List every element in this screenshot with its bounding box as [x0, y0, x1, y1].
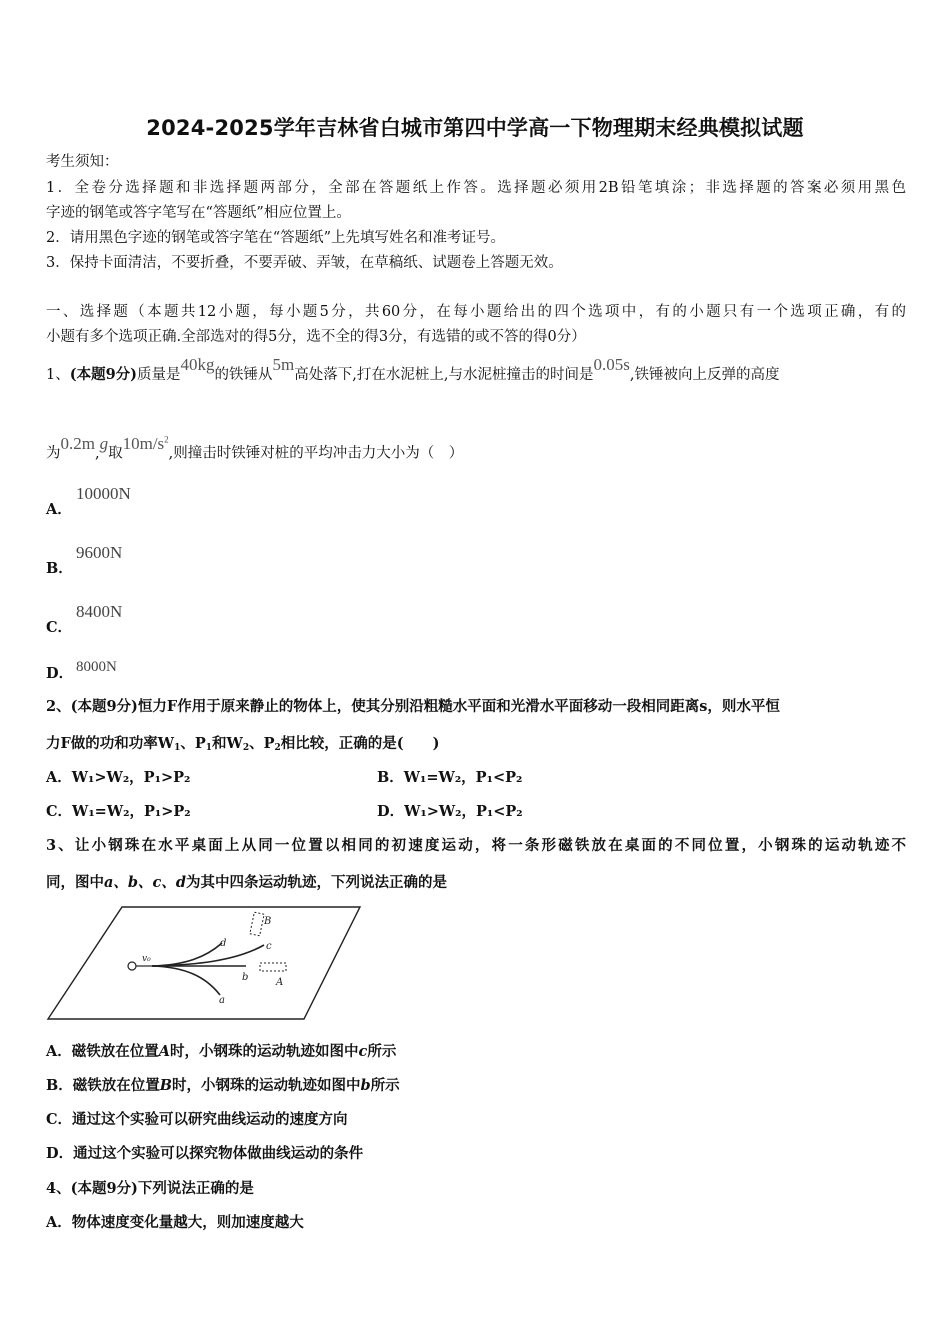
question-1-text: 质量是: [137, 367, 181, 383]
trajectory-a: [152, 966, 220, 995]
option-label: A．: [46, 1043, 72, 1060]
label-magnet-b: B: [264, 916, 272, 927]
question-2-stem-line-1: [46, 697, 780, 717]
option-label: B．: [377, 769, 404, 786]
question-1-option-b-label: B．: [46, 560, 73, 577]
option-text: W₁=W₂，P₁>P₂: [72, 803, 191, 820]
option-text: W₁>W₂，P₁<P₂: [404, 803, 523, 820]
question-1-option-b-value: 9600N: [76, 543, 123, 562]
question-3-stem-line-1: 3、让小钢珠在水平桌面上从同一位置以相同的初速度运动，将一条形磁铁放在桌面的不同位置，小钢珠的运动轨迹不: [46, 837, 906, 854]
option-text: W₁=W₂，P₁<P₂: [403, 769, 523, 786]
option-text: 所示: [367, 1043, 397, 1060]
option-text: 时，小钢珠的运动轨迹如图中: [172, 1077, 361, 1094]
question-2-text: 、P: [249, 735, 275, 752]
question-3-option-d: [46, 1144, 363, 1164]
question-2-option-d: [377, 802, 523, 822]
question-1-stem-line-2: [46, 433, 464, 464]
label-c: c: [266, 941, 272, 952]
question-3-text: 为其中四条运动轨迹，下列说法正确的是: [186, 874, 448, 891]
question-2-number: 2、: [46, 698, 71, 715]
option-text: 所示: [370, 1077, 400, 1094]
label-a: a: [219, 995, 225, 1006]
question-2-text: 、P: [180, 735, 206, 752]
label-b: b: [242, 972, 249, 983]
question-3-trajectory-letters: a、b、c、d: [104, 874, 187, 891]
page-title: 2024-2025学年吉林省白城市第四中学高一下物理期末经典模拟试题: [146, 116, 804, 140]
label-magnet-a: A: [276, 977, 284, 988]
question-1-option-d-label: D．: [46, 665, 74, 682]
question-4-stem: [46, 1179, 254, 1199]
question-2-stem-line-2: [46, 734, 439, 758]
option-label: C．: [46, 803, 73, 820]
notice-item-1-line-2: 字迹的钢笔或答字笔写在“答题纸”相应位置上。: [46, 205, 351, 221]
math-g-value-base: 10m/s: [122, 433, 165, 453]
question-3-option-c: [46, 1110, 348, 1130]
subscript: 2: [242, 743, 250, 753]
question-1-text: ,铁锤被向上反弹的高度: [629, 367, 780, 383]
question-1-text: 的铁锤从: [214, 367, 273, 383]
question-1-option-a-value: 10000N: [76, 484, 131, 503]
question-3-option-a: [46, 1042, 396, 1062]
option-label: B．: [46, 1077, 73, 1094]
magnet-position-b: [250, 912, 264, 936]
option-text: B: [159, 1077, 173, 1094]
subscript: 2: [274, 743, 281, 753]
option-text: A: [158, 1043, 171, 1060]
option-label: D．: [46, 1145, 74, 1162]
math-time: 0.05s: [593, 355, 630, 374]
question-2-text: 相比较，正确的是( ): [280, 735, 440, 752]
question-1-number: 1、: [46, 367, 70, 383]
question-1-stem-line-1: [46, 355, 780, 385]
notice-item-2: 2．请用黑色字迹的钢笔或答字笔在“答题纸”上先填写姓名和准考证号。: [46, 230, 506, 246]
question-4-text: (本题9分)下列说法正确的是: [70, 1180, 254, 1197]
question-1-text: 取: [108, 445, 123, 462]
option-label: C．: [46, 1111, 73, 1128]
math-g-value-exponent: 2: [164, 434, 169, 444]
question-4-option-a: [46, 1213, 304, 1233]
question-2-option-c: [46, 802, 191, 822]
section-1-instructions-line-2: 小题有多个选项正确.全部选对的得5分，选不全的得3分，有选错的或不答的得0分）: [46, 329, 586, 345]
option-label: D．: [377, 803, 405, 820]
question-1-text: 为: [46, 445, 61, 462]
option-text: 物体速度变化量越大，则加速度越大: [71, 1214, 304, 1231]
option-text: b: [360, 1077, 371, 1094]
label-d: d: [220, 938, 227, 949]
question-2-text: 力F做的功和功率W: [46, 735, 175, 752]
subscript: 1: [205, 743, 213, 753]
question-1-text: ,则撞击时铁锤对桩的平均冲击力大小为（ ）: [168, 445, 464, 462]
option-label: A．: [46, 1214, 72, 1231]
question-1-score: (本题9分): [69, 366, 138, 383]
question-4-number: 4、: [46, 1180, 71, 1197]
magnet-position-a: [260, 963, 286, 971]
question-2-text: 和W: [212, 735, 243, 752]
option-text: 通过这个实验可以探究物体做曲线运动的条件: [73, 1145, 364, 1162]
question-1-option-d-value: 8000N: [76, 659, 117, 675]
math-g: g: [99, 433, 109, 453]
question-2-text: (本题9分)恒力F作用于原来静止的物体上，使其分别沿粗糙水平面和光滑水平面移动一段相同距离s，则水平恒: [70, 698, 780, 715]
math-height: 5m: [272, 355, 295, 374]
label-v0: v₀: [142, 954, 151, 964]
option-text: 磁铁放在位置: [71, 1043, 159, 1060]
question-3-text: 同，图中: [46, 874, 104, 891]
option-text: 时，小钢珠的运动轨迹如图中: [170, 1043, 359, 1060]
option-text: c: [358, 1043, 368, 1060]
question-1-option-c-value: 8400N: [76, 602, 123, 621]
math-g-value: [123, 434, 169, 453]
question-1-option-c-label: C．: [46, 619, 73, 636]
notice-item-1-line-1: 1．全卷分选择题和非选择题两部分，全部在答题纸上作答。选择题必须用2B铅笔填涂；非选择题的答案必须用黑色: [46, 180, 906, 196]
question-2-option-b: [377, 768, 522, 788]
math-mass: 40kg: [180, 355, 215, 374]
trajectory-c: [152, 945, 264, 966]
question-3-option-b: [46, 1076, 400, 1096]
option-text: 通过这个实验可以研究曲线运动的速度方向: [72, 1111, 348, 1128]
question-1-text: ,: [94, 445, 100, 462]
steel-ball: [128, 962, 136, 970]
notice-item-3: 3．保持卡面清洁，不要折叠，不要弄破、弄皱，在草稿纸、试题卷上答题无效。: [46, 255, 563, 271]
notice-heading: 考生须知：: [46, 154, 119, 170]
question-1-text: 高处落下,打在水泥桩上,与水泥桩撞击的时间是: [294, 367, 594, 383]
option-label: A．: [46, 769, 72, 786]
question-3-stem-line-2: [46, 873, 447, 893]
option-text: W₁>W₂，P₁>P₂: [71, 769, 191, 786]
question-2-option-a: [46, 768, 190, 788]
section-1-instructions-line-1: 一、选择题（本题共12小题，每小题5分，共60分，在每小题给出的四个选项中，有的小题只有一个选项正确，有的: [46, 304, 906, 320]
math-rebound-height: 0.2m: [60, 433, 95, 453]
trajectory-figure: [46, 905, 366, 1025]
option-text: 磁铁放在位置: [72, 1077, 160, 1094]
subscript: 1: [174, 743, 181, 753]
trajectory-d: [152, 943, 222, 966]
question-1-option-a-label: A．: [46, 501, 72, 518]
